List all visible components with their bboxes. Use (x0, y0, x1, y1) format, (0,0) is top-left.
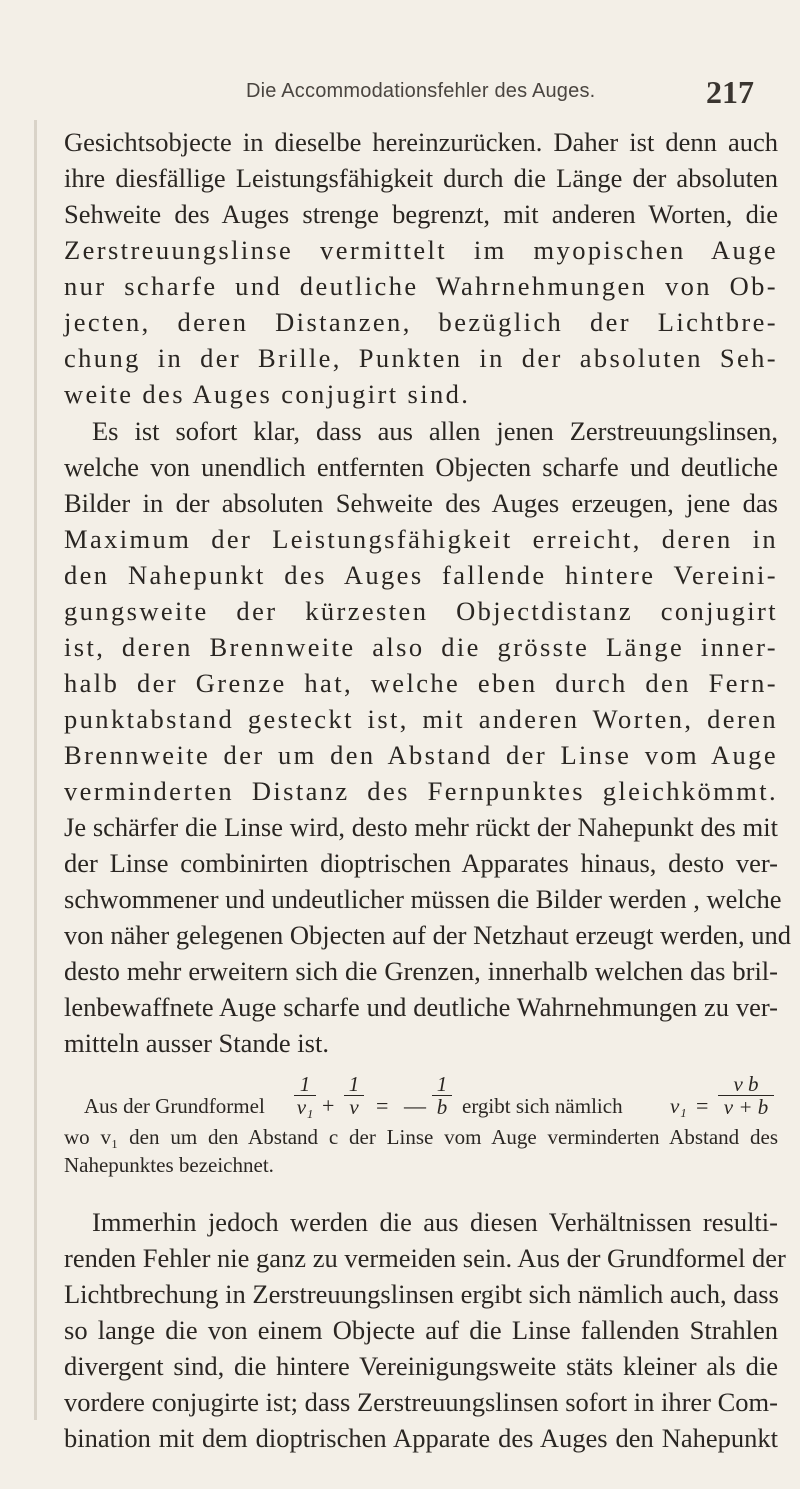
text-line: mitteln ausser Stande ist. (64, 1028, 329, 1058)
equals-sign: = (696, 1093, 709, 1118)
text-line: Zerstreuungslinse vermittelt im myopischen Auge (64, 235, 778, 265)
text-line: verminderten Distanz des Fernpunktes gleichkömmt. (64, 776, 778, 806)
fraction-denominator: v + b (723, 1095, 769, 1119)
formula-lhs: v₁ (670, 1094, 687, 1118)
text-line: schwommener und undeutlicher müssen die Bilder werden , welche (64, 884, 782, 914)
text-line: Immerhin jedoch werden die aus diesen Verhältnissen resulti- (92, 1207, 778, 1237)
minus-sign: — (404, 1093, 426, 1118)
fraction-denominator: v (349, 1095, 359, 1119)
text-line: Brennweite der um den Abstand der Linse vom Auge (64, 740, 778, 770)
fraction-numerator: 1 (436, 1072, 448, 1096)
text-line: weite des Auges conjugirt sind. (64, 379, 471, 409)
page-header (0, 68, 800, 108)
text-line: Je schärfer die Linse wird, desto mehr rückt der Nahepunkt des mit (64, 812, 778, 842)
formula-explanation-line: wo v₁ den um den Abstand c der Linse vom Auge verminderten Abstand des (64, 1125, 778, 1149)
text-line: divergent sind, die hintere Vereinigungsweite stäts kleiner als die (64, 1351, 778, 1381)
fraction-numerator: v b (733, 1072, 759, 1096)
text-line: Maximum der Leistungsfähigkeit erreicht, deren in (64, 524, 778, 554)
text-line: vordere conjugirte ist; dass Zerstreuungslinsen sofort in ihrer Com- (64, 1387, 778, 1417)
fraction-denominator: b (436, 1095, 448, 1119)
text-line: halb der Grenze hat, welche eben durch den Fern- (64, 668, 778, 698)
fraction-denominator: v₁ (296, 1095, 314, 1119)
text-line: welche von unendlich entfernten Objecten scharfe und deutliche (64, 452, 778, 482)
text-line: gungsweite der kürzesten Objectdistanz conjugirt (64, 596, 778, 626)
fraction-vb-over-v-plus-b (718, 1074, 774, 1117)
plus-sign: + (322, 1093, 335, 1118)
text-line: chung in der Brille, Punkten in der absoluten Seh- (64, 343, 778, 373)
page-number: 217 (706, 74, 754, 110)
page-gutter-shadow (34, 120, 37, 1420)
text-line: von näher gelegenen Objecten auf der Netzhaut erzeugt werden, und (64, 920, 791, 950)
text-line: der Linse combinirten dioptrischen Apparates hinaus, desto ver- (64, 848, 778, 878)
text-line: Gesichtsobjecte in dieselbe hereinzurücken. Daher ist denn auch (64, 127, 778, 157)
text-line: Sehweite des Auges strenge begrenzt, mit anderen Worten, die (64, 199, 778, 229)
text-line: lenbewaffnete Auge scharfe und deutliche Wahrnehmungen zu ver- (64, 992, 778, 1022)
text-line: so lange die von einem Objecte auf die Linse fallenden Strahlen (64, 1315, 778, 1345)
equals-sign: = (376, 1093, 389, 1118)
text-line: jecten, deren Distanzen, bezüglich der Lichtbre- (64, 307, 778, 337)
text-line: ist, deren Brennweite also die grösste Länge inner- (64, 632, 778, 662)
text-line: desto mehr erweitern sich die Grenzen, innerhalb welchen das bril- (64, 956, 778, 986)
text-line: Lichtbrechung in Zerstreuungslinsen ergibt sich nämlich auch, dass (64, 1279, 779, 1309)
text-line: Bilder in der absoluten Sehweite des Auges erzeugen, jene das (64, 488, 778, 518)
formula-explanation-line: Nahepunktes bezeichnet. (64, 1153, 274, 1177)
text-line: Es ist sofort klar, dass aus allen jenen Zerstreuungslinsen, (92, 416, 778, 446)
running-title: Die Accommodationsfehler des Auges. (246, 80, 596, 102)
text-line: punktabstand gesteckt ist, mit anderen Worten, deren (64, 704, 778, 734)
text-line: nur scharfe und deutliche Wahrnehmungen von Ob- (64, 271, 778, 301)
fraction-numerator: 1 (299, 1072, 311, 1096)
text-line: renden Fehler nie ganz zu vermeiden sein. Aus der Grundformel der (64, 1243, 786, 1273)
formula-mid-text: ergibt sich nämlich (462, 1094, 623, 1118)
fraction-numerator: 1 (348, 1072, 360, 1096)
text-line: den Nahepunkt des Auges fallende hintere Vereini- (64, 560, 778, 590)
text-line: bination mit dem dioptrischen Apparate des Auges den Nahepunkt (64, 1423, 778, 1453)
fraction-1-over-b (432, 1074, 452, 1117)
formula-lead-text: Aus der Grundformel (84, 1094, 265, 1118)
text-line: ihre diesfällige Leistungsfähigkeit durch die Länge der absoluten (64, 163, 778, 193)
fraction-1-over-v (344, 1074, 364, 1117)
fraction-1-over-v1 (294, 1074, 316, 1117)
